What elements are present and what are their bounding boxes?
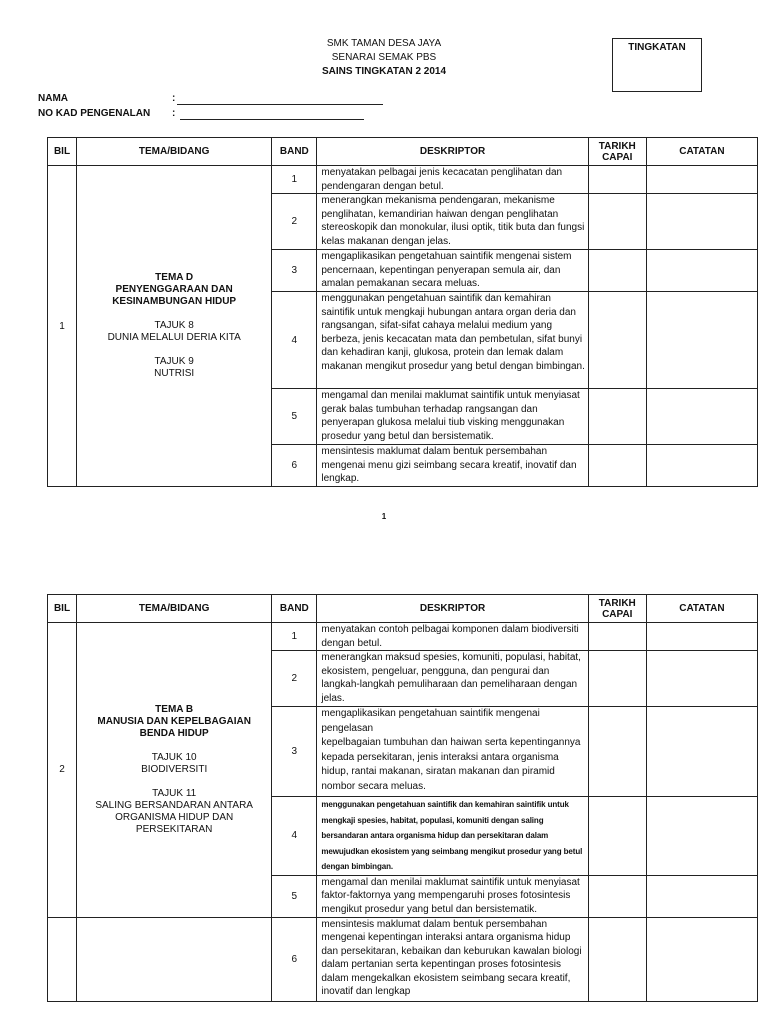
tema-cell [77,623,272,918]
subject-title: SAINS TINGKATAN 2 2014 [321,66,447,77]
band-cell: 6 [272,917,317,1001]
descriptor-cell: menyatakan pelbagai jenis kecacatan penglihatan dan pendengaran dengan betul. [317,166,588,194]
col-tema: TEMA/BIDANG [77,138,272,166]
descriptor-cell: mensintesis maklumat dalam bentuk persembahan mengenai kepentingan interaksi antara organisma hidup dan persekitaran, kebaikan dan keburukan kawalan biologi dalam pertanian serta kepentingan proses fotosintesis dalam mengekalkan ekosistem seimbang secara kreatif, inovatif dan lengkap [317,917,588,1001]
nama-field[interactable] [177,93,383,105]
col-tarikh-line2: CAPAI [602,151,633,163]
tema-line: PENYENGGARAAN DAN [115,284,233,295]
catatan-cell[interactable] [646,194,757,250]
col-tema: TEMA/BIDANG [77,595,272,623]
tarikh-capai-cell[interactable] [588,389,646,445]
col-bil: BIL [48,138,77,166]
descriptor-line: mengaplikasikan pengetahuan saintifik mengenai pengelasan [321,708,540,734]
descriptor-line: kepelbagaian tumbuhan dan haiwan serta kepentingannya kepada persekitaran, jenis interaksi antara organisma hidup, rantai makanan, siratan makanan dan piramid nombor secara meluas. [321,737,581,792]
tema-line: MANUSIA DAN KEPELBAGAIAN [97,715,251,727]
band-cell: 6 [272,445,317,487]
col-tarikh-line2: CAPAI [602,608,633,620]
bil-cell: 1 [48,166,77,487]
tajuk-title: TAJUK 8 [154,320,194,331]
descriptor-cell: menggunakan pengetahuan saintifik dan kemahiran saintifik untuk mengkaji hubungan antara organ deria dan rangsangan, sifat-sifat cahaya melalui medium yang berbeza, jenis kecacatan mata dan pembetulan, sifat bunyi dan kehadiran kanji, glukosa, protein dan lemak dalam makanan mengikut prosedur yang betul dengan bimbingan. [317,292,588,389]
descriptor-cell: mengaplikasikan pengetahuan saintifik mengenai sistem pencernaan, kepentingan penyerapan semula air, dan amalan pemakanan secara meluas. [317,250,588,292]
col-bil: BIL [48,595,77,623]
col-band: BAND [272,138,317,166]
tema-title: TEMA D [155,272,194,283]
nama-colon: : [172,93,176,104]
kad-pengenalan-field[interactable] [180,108,364,120]
tajuk-name: ORGANISMA HIDUP DAN [115,811,234,823]
tema-line: BENDA HIDUP [139,727,209,739]
tema-cell [77,166,272,487]
band-cell: 4 [272,292,317,389]
col-tarikh-capai [588,595,646,623]
catatan-cell[interactable] [646,623,757,651]
band-cell: 5 [272,389,317,445]
tajuk-name: BIODIVERSITI [141,763,208,775]
band-cell: 2 [272,651,317,707]
descriptor-cell: mengamal dan menilai maklumat saintifik untuk menyiasat gerak balas tumbuhan terhadap rangsangan dan penyerapan glukosa melalui tiub visking menggunakan prosedur yang betul dan bersistematik. [317,389,588,445]
band-cell: 5 [272,875,317,917]
tarikh-capai-cell[interactable] [588,797,646,876]
tarikh-capai-cell[interactable] [588,651,646,707]
col-band: BAND [272,595,317,623]
table-header-row [48,595,758,623]
catatan-cell[interactable] [646,445,757,487]
band-cell: 1 [272,623,317,651]
list-title: SENARAI SEMAK PBS [331,52,437,63]
col-catatan: CATATAN [646,595,757,623]
catatan-cell[interactable] [646,166,757,194]
col-tarikh-line1: TARIKH [598,140,636,152]
catatan-cell[interactable] [646,917,757,1001]
tarikh-capai-cell[interactable] [588,707,646,797]
band-cell: 4 [272,797,317,876]
descriptor-cell: menggunakan pengetahuan saintifik dan kemahiran saintifik untuk mengkaji spesies, habitat, populasi, komuniti dengan saling bersandaran antara organisma hidup dan persekitaran dalam mewujudkan ekosistem yang seimbang mengikut prosedur yang betul dengan bimbingan. [317,797,588,876]
table-row [48,166,758,194]
checklist-table-1 [47,137,758,487]
tajuk-name: PERSEKITARAN [135,823,213,835]
table-row [48,917,758,1001]
descriptor-cell [317,707,588,797]
band-cell: 3 [272,707,317,797]
tarikh-capai-cell[interactable] [588,917,646,1001]
band-cell: 3 [272,250,317,292]
descriptor-cell: menerangkan maksud spesies, komuniti, populasi, habitat, ekosistem, pengeluar, pengguna, dan pengurai dan langkah-langkah pemuliharaan dan pemeliharaan dengan jelas. [317,651,588,707]
nama-label: NAMA [38,93,68,104]
catatan-cell[interactable] [646,250,757,292]
table-row [48,623,758,651]
descriptor-cell: menyatakan contoh pelbagai komponen dalam biodiversiti dengan betul. [317,623,588,651]
tema-title: TEMA B [155,703,194,715]
table-header-row [48,138,758,166]
tajuk-name: SALING BERSANDARAN ANTARA [95,799,253,811]
tarikh-capai-cell[interactable] [588,875,646,917]
descriptor-cell: menerangkan mekanisma pendengaran, mekanisme penglihatan, kemandirian haiwan dengan penglihatan stereoskopik dan monokular, ilusi optik, titik buta dan fungsi kelas makanan dengan jelas. [317,194,588,250]
page-number: 1 [381,512,387,521]
tema-line: KESINAMBUNGAN HIDUP [112,296,237,307]
col-tarikh-line1: TARIKH [598,597,636,609]
tarikh-capai-cell[interactable] [588,292,646,389]
band-cell: 2 [272,194,317,250]
tarikh-capai-cell[interactable] [588,250,646,292]
catatan-cell[interactable] [646,707,757,797]
descriptor-cell: mengamal dan menilai maklumat saintifik untuk menyiasat faktor-faktornya yang mempengaruhi proses fotosintesis mengikut prosedur yang betul dan bersistematik. [317,875,588,917]
checklist-table-2 [47,594,758,1002]
catatan-cell[interactable] [646,651,757,707]
col-tarikh-capai [588,138,646,166]
tarikh-capai-cell[interactable] [588,166,646,194]
tajuk-name: NUTRISI [154,368,195,379]
bil-cell-empty [48,917,77,1001]
col-deskriptor: DESKRIPTOR [317,595,588,623]
tajuk-title: TAJUK 11 [152,787,197,799]
catatan-cell[interactable] [646,797,757,876]
col-deskriptor: DESKRIPTOR [317,138,588,166]
tingkatan-label: TINGKATAN [628,42,686,53]
tingkatan-box[interactable] [612,38,702,92]
tarikh-capai-cell[interactable] [588,445,646,487]
catatan-cell[interactable] [646,292,757,389]
catatan-cell[interactable] [646,875,757,917]
tarikh-capai-cell[interactable] [588,194,646,250]
col-catatan: CATATAN [646,138,757,166]
tajuk-title: TAJUK 9 [154,356,194,367]
band-cell: 1 [272,166,317,194]
tarikh-capai-cell[interactable] [588,623,646,651]
school-name: SMK TAMAN DESA JAYA [326,38,442,49]
bil-cell: 2 [48,623,77,918]
tajuk-title: TAJUK 10 [151,751,197,763]
kad-colon: : [172,108,176,119]
descriptor-cell: mensintesis maklumat dalam bentuk persembahan mengenai menu gizi seimbang secara kreatif, inovatif dan lengkap. [317,445,588,487]
tajuk-name: DUNIA MELALUI DERIA KITA [107,332,241,343]
catatan-cell[interactable] [646,389,757,445]
tema-cell-empty [77,917,272,1001]
kad-label: NO KAD PENGENALAN [38,108,151,119]
